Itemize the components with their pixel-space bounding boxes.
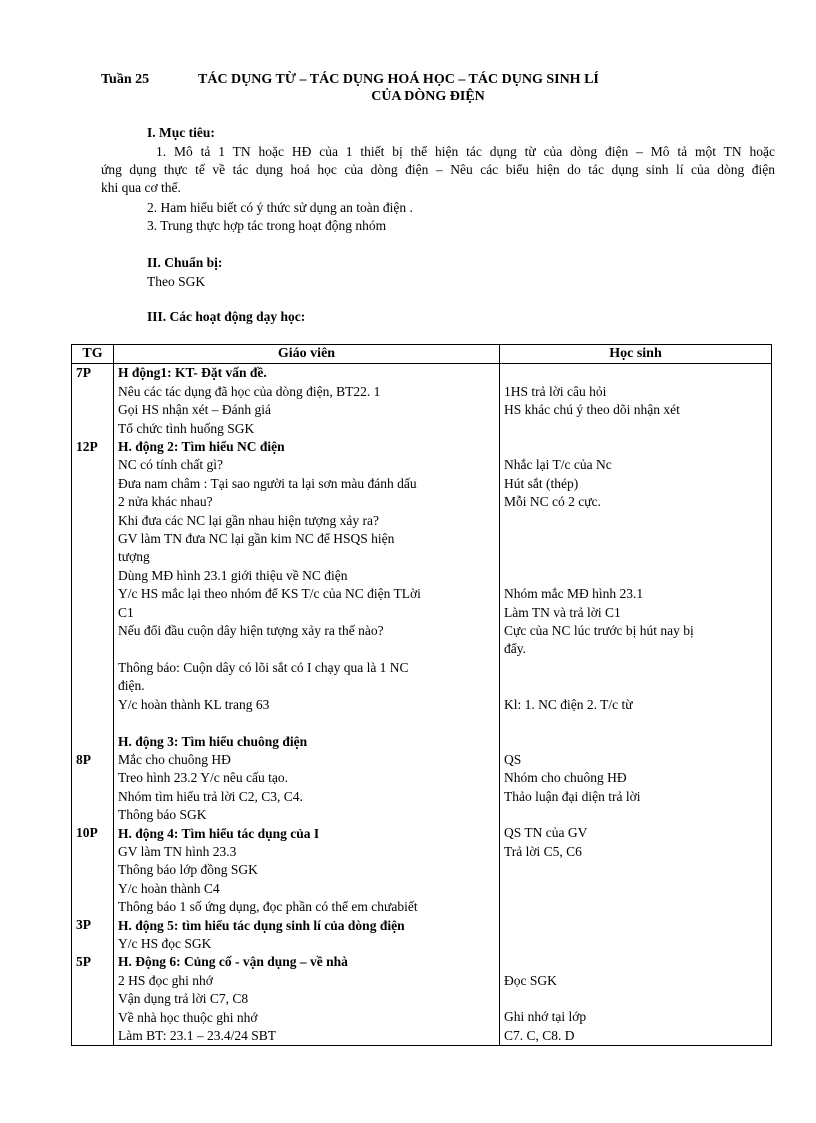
student-cell xyxy=(504,420,767,438)
student-cell: Làm TN và trả lời C1 xyxy=(504,604,621,620)
teacher-cell: Mắc cho chuông HĐ xyxy=(118,751,231,767)
teacher-cell: GV làm TN đưa NC lại gần kim NC để HSQS hiện xyxy=(118,531,395,547)
student-cell xyxy=(504,806,767,824)
teacher-cell: 2 nửa khác nhau? xyxy=(118,494,213,510)
time-column xyxy=(72,364,114,1046)
teacher-cell: Y/c HS mắc lại theo nhóm để KS T/c của NC điện TLời xyxy=(118,586,421,602)
objectives-heading: I. Mục tiêu: xyxy=(147,125,215,140)
teacher-cell: H. động 4: Tìm hiểu tác dụng của I xyxy=(118,825,320,841)
teacher-cell: Y/c hoàn thành KL trang 63 xyxy=(118,696,270,712)
teacher-cell: 2 HS đọc ghi nhớ xyxy=(118,972,213,988)
objective-3: 3. Trung thực hợp tác trong hoạt động nhóm xyxy=(147,218,387,233)
time-cell xyxy=(76,695,109,713)
teacher-cell: H. động 5: tìm hiểu tác dụng sinh lí của dòng điện xyxy=(118,917,405,933)
student-cell: Thảo luận đại diện trả lời xyxy=(504,788,641,804)
time-cell: 8P xyxy=(76,751,91,767)
time-cell xyxy=(76,604,109,622)
table-header-row xyxy=(72,345,772,364)
teacher-cell: Thông báo lớp đồng SGK xyxy=(118,862,258,878)
student-cell xyxy=(504,714,767,732)
time-cell xyxy=(76,879,109,897)
student-cell: đẩy. xyxy=(504,641,526,657)
time-cell xyxy=(76,732,109,750)
student-cell xyxy=(504,732,767,750)
time-cell xyxy=(76,401,109,419)
time-cell xyxy=(76,548,109,566)
teacher-cell: NC có tính chất gì? xyxy=(118,457,223,473)
student-cell xyxy=(504,659,767,677)
teacher-cell: Dùng MĐ hình 23.1 giới thiệu về NC điện xyxy=(118,567,348,583)
teacher-cell: Thông báo 1 số ứng dụng, đọc phần có thể em chưabiết xyxy=(118,899,418,915)
teacher-cell: Về nhà học thuộc ghi nhớ xyxy=(118,1009,258,1025)
student-cell xyxy=(504,512,767,530)
time-cell: 12P xyxy=(76,438,98,454)
time-cell xyxy=(76,659,109,677)
teacher-cell: C1 xyxy=(118,604,134,620)
student-cell xyxy=(504,990,767,1008)
teacher-column xyxy=(114,364,500,1046)
time-cell xyxy=(76,475,109,493)
student-cell: Hút sắt (thép) xyxy=(504,475,579,491)
student-cell: Nhóm cho chuông HĐ xyxy=(504,770,627,786)
time-cell xyxy=(76,420,109,438)
teacher-cell: tượng xyxy=(118,549,150,565)
teacher-cell: Nếu đổi đầu cuộn dây hiện tượng xảy ra thế nào? xyxy=(118,623,384,639)
teacher-cell xyxy=(118,641,495,659)
student-cell: C7. C, C8. D xyxy=(504,1027,575,1043)
header-teacher: Giáo viên xyxy=(114,345,500,364)
teacher-cell: Y/c hoàn thành C4 xyxy=(118,880,220,896)
lesson-title-line1: TÁC DỤNG TỪ – TÁC DỤNG HOÁ HỌC – TÁC DỤNG SINH LÍ xyxy=(198,72,599,87)
student-cell xyxy=(504,548,767,566)
time-cell xyxy=(76,456,109,474)
teacher-cell: Thông báo SGK xyxy=(118,807,207,823)
student-cell: QS TN của GV xyxy=(504,825,588,841)
activities-heading: III. Các hoạt động dạy học: xyxy=(147,309,306,324)
time-cell: 7P xyxy=(76,365,91,381)
student-cell: Cực của NC lúc trước bị hút nay bị xyxy=(504,622,694,638)
time-cell: 3P xyxy=(76,917,91,933)
time-cell: 5P xyxy=(76,953,91,969)
time-cell xyxy=(76,622,109,640)
student-cell: Kl: 1. NC điện 2. T/c từ xyxy=(504,696,633,712)
week-label: Tuần 25 xyxy=(101,72,150,87)
time-cell xyxy=(76,714,109,732)
objective-1-line-1: 1. Mô tả 1 TN hoặc HĐ của 1 thiết bị thể hiện tác dụng từ của dòng điện – Mô tả một TN hoặc xyxy=(156,144,775,159)
teacher-cell: Khi đưa các NC lại gần nhau hiện tượng xảy ra? xyxy=(118,512,379,528)
time-cell xyxy=(76,640,109,658)
teacher-cell: điện. xyxy=(118,678,145,694)
student-cell xyxy=(504,935,767,953)
student-cell: Nhóm mắc MĐ hình 23.1 xyxy=(504,586,644,602)
student-cell xyxy=(504,530,767,548)
time-cell xyxy=(76,567,109,585)
time-cell xyxy=(76,769,109,787)
student-cell xyxy=(504,677,767,695)
teacher-cell: Treo hình 23.2 Y/c nêu cấu tạo. xyxy=(118,770,288,786)
teacher-cell: H. động 2: Tìm hiểu NC điện xyxy=(118,439,285,455)
time-cell xyxy=(76,990,109,1008)
time-cell xyxy=(76,861,109,879)
teacher-cell: H. Động 6: Củng cố - vận dụng – về nhà xyxy=(118,954,348,970)
teacher-cell: Tổ chức tình huống SGK xyxy=(118,420,255,436)
teacher-cell: Thông báo: Cuộn dây có lõi sắt có I chạy qua là 1 NC xyxy=(118,659,409,675)
time-cell xyxy=(76,512,109,530)
student-cell xyxy=(504,953,767,971)
time-cell xyxy=(76,971,109,989)
teacher-cell xyxy=(118,714,495,732)
lesson-plan-table xyxy=(71,344,772,1046)
objective-2: 2. Ham hiểu biết có ý thức sử dụng an toàn điện . xyxy=(147,200,413,215)
time-cell xyxy=(76,806,109,824)
teacher-cell: GV làm TN hình 23.3 xyxy=(118,843,237,859)
objective-1-line-2: ứng dụng thực tế về tác dụng hoá học của dòng điện – Nêu các biểu hiện do tác dụng sinh lí của dòng điện xyxy=(101,162,775,177)
student-cell xyxy=(504,438,767,456)
teacher-cell: Làm BT: 23.1 – 23.4/24 SBT xyxy=(118,1028,276,1043)
student-cell xyxy=(504,880,767,898)
time-cell xyxy=(76,935,109,953)
student-cell xyxy=(504,364,767,382)
time-cell xyxy=(76,493,109,511)
student-cell: Ghi nhớ tại lớp xyxy=(504,1009,587,1025)
time-cell xyxy=(76,898,109,916)
student-cell: Mỗi NC có 2 cực. xyxy=(504,494,601,510)
student-cell: QS xyxy=(504,751,522,767)
teacher-cell: Y/c HS đọc SGK xyxy=(118,935,212,951)
teacher-cell: Vận dụng trả lời C7, C8 xyxy=(118,991,249,1007)
student-column xyxy=(500,364,772,1046)
time-cell xyxy=(76,1027,109,1045)
time-cell xyxy=(76,585,109,603)
preparation-text: Theo SGK xyxy=(147,274,206,289)
student-cell xyxy=(504,861,767,879)
lesson-title-line2: CỦA DÒNG ĐIỆN xyxy=(371,89,485,104)
header-tg: TG xyxy=(72,345,114,364)
time-cell xyxy=(76,843,109,861)
teacher-cell: Nhóm tìm hiểu trả lời C2, C3, C4. xyxy=(118,788,303,804)
time-cell: 10P xyxy=(76,825,98,841)
time-cell xyxy=(76,677,109,695)
preparation-heading: II. Chuẩn bị: xyxy=(147,255,223,270)
student-cell: HS khác chú ý theo dõi nhận xét xyxy=(504,402,680,418)
objective-1-line-3: khi qua cơ thể. xyxy=(101,180,181,195)
time-cell xyxy=(76,383,109,401)
table-body-row xyxy=(72,364,772,1046)
time-cell xyxy=(76,1008,109,1026)
teacher-cell: Nêu các tác dụng đã học của dòng điện, BT22. 1 xyxy=(118,383,381,399)
teacher-cell: Đưa nam châm : Tại sao người ta lại sơn màu đánh dấu xyxy=(118,475,417,491)
time-cell xyxy=(76,787,109,805)
teacher-cell: Gọi HS nhận xét – Đánh giá xyxy=(118,402,271,418)
time-cell xyxy=(76,530,109,548)
student-cell xyxy=(504,567,767,585)
header-student: Học sinh xyxy=(500,345,772,364)
teacher-cell: H động1: KT- Đặt vấn đề. xyxy=(118,365,267,381)
student-cell xyxy=(504,898,767,916)
student-cell: Đọc SGK xyxy=(504,972,557,988)
student-cell: 1HS trả lời câu hỏi xyxy=(504,383,607,399)
student-cell: Trả lời C5, C6 xyxy=(504,843,582,859)
student-cell xyxy=(504,916,767,934)
teacher-cell: H. động 3: Tìm hiểu chuông điện xyxy=(118,733,308,749)
student-cell: Nhắc lại T/c của Nc xyxy=(504,457,612,473)
